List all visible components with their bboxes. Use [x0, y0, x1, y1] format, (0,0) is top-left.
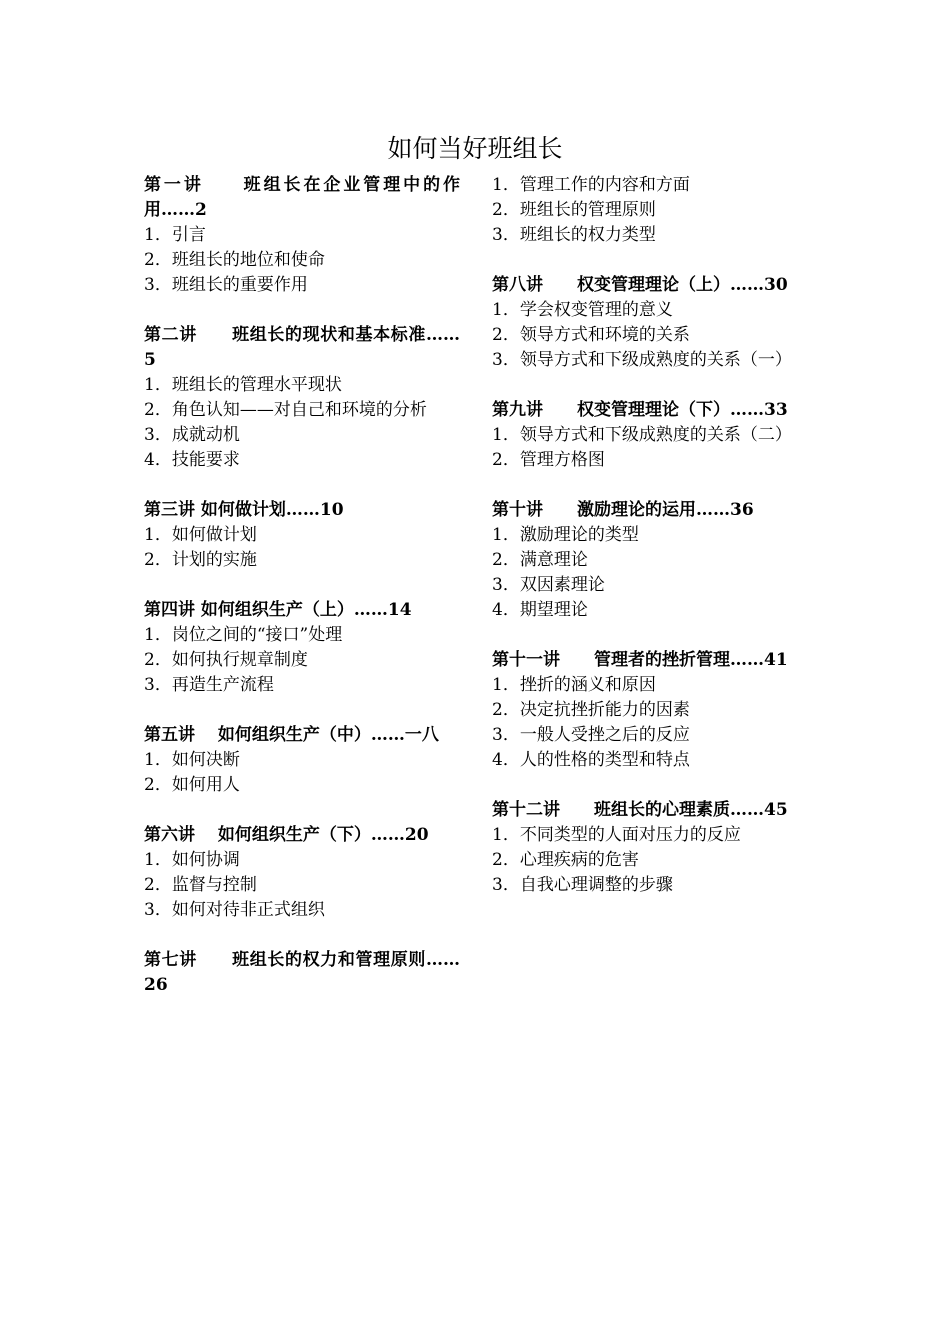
lecture-9: [492, 398, 808, 473]
lecture-item: 2．监督与控制: [144, 875, 257, 895]
lecture-heading: 第六讲 如何组织生产（下）……20: [144, 825, 429, 845]
toc-column-right: [492, 173, 808, 923]
lecture-item: 3．自我心理调整的步骤: [492, 875, 673, 895]
lecture-item: 1．领导方式和下级成熟度的关系（二）: [492, 425, 792, 445]
lecture-item: 2．管理方格图: [492, 450, 605, 470]
lecture-item: 1．管理工作的内容和方面: [492, 175, 690, 195]
lecture-item: 2．班组长的地位和使命: [144, 250, 325, 270]
lecture-item: 2．满意理论: [492, 550, 588, 570]
lecture-item: 1．如何做计划: [144, 525, 257, 545]
lecture-7: [144, 948, 460, 998]
lecture-1: [144, 173, 460, 298]
lecture-heading: 第二讲 班组长的现状和基本标准……5: [144, 325, 460, 370]
lecture-item: 1．学会权变管理的意义: [492, 300, 673, 320]
lecture-item-list: [492, 173, 808, 248]
document-title: 如何当好班组长: [387, 134, 563, 163]
lecture-item: 3．一般人受挫之后的反应: [492, 725, 690, 745]
lecture-11: [492, 648, 808, 773]
lecture-item-list: [492, 523, 808, 623]
lecture-item-list: [144, 223, 460, 298]
lecture-heading: 第四讲 如何组织生产（上）……14: [144, 600, 412, 620]
lecture-heading: 第一讲 班组长在企业管理中的作用……2: [144, 175, 460, 220]
lecture-item-list: [144, 848, 460, 923]
lecture-item: 1．挫折的涵义和原因: [492, 675, 656, 695]
lecture-item-list: [144, 623, 460, 698]
lecture-item: 3．班组长的重要作用: [144, 275, 308, 295]
lecture-5: [144, 723, 460, 798]
lecture-item: 2．班组长的管理原则: [492, 200, 656, 220]
lecture-4: [144, 598, 460, 698]
lecture-item: 2．如何执行规章制度: [144, 650, 308, 670]
lecture-item-list: [492, 423, 808, 473]
lecture-item: 4．人的性格的类型和特点: [492, 750, 690, 770]
lecture-item-list: [492, 823, 808, 898]
lecture-item: 1．如何决断: [144, 750, 240, 770]
lecture-heading: 第十一讲 管理者的挫折管理……41: [492, 650, 788, 670]
lecture-item: 3．班组长的权力类型: [492, 225, 656, 245]
lecture-item: 2．如何用人: [144, 775, 240, 795]
lecture-heading: 第七讲 班组长的权力和管理原则……26: [144, 950, 460, 995]
lecture-item-list: [492, 673, 808, 773]
lecture-6: [144, 823, 460, 923]
toc-column-left: [144, 173, 460, 1023]
lecture-2: [144, 323, 460, 473]
lecture-item: 1．引言: [144, 225, 206, 245]
lecture-item: 1．不同类型的人面对压力的反应: [492, 825, 741, 845]
lecture-item: 2．决定抗挫折能力的因素: [492, 700, 690, 720]
lecture-item: 1．班组长的管理水平现状: [144, 375, 342, 395]
lecture-item-list: [144, 523, 460, 573]
lecture-item: 2．领导方式和环境的关系: [492, 325, 690, 345]
lecture-item: 4．技能要求: [144, 450, 240, 470]
lecture-item: 3．成就动机: [144, 425, 240, 445]
lecture-10: [492, 498, 808, 623]
lecture-item: 3．如何对待非正式组织: [144, 900, 325, 920]
lecture-item-list: [144, 373, 460, 473]
lecture-heading: 第八讲 权变管理理论（上）……30: [492, 275, 788, 295]
lecture-heading: 第三讲 如何做计划……10: [144, 500, 344, 520]
lecture-heading: 第十二讲 班组长的心理素质……45: [492, 800, 788, 820]
lecture-item: 3．再造生产流程: [144, 675, 274, 695]
lecture-item: 1．激励理论的类型: [492, 525, 639, 545]
lecture-heading: 第九讲 权变管理理论（下）……33: [492, 400, 788, 420]
lecture-3: [144, 498, 460, 573]
lecture-item: 1．岗位之间的“接口”处理: [144, 625, 343, 645]
lecture-7-continued: [492, 173, 808, 248]
lecture-12: [492, 798, 808, 898]
lecture-item-list: [144, 748, 460, 798]
lecture-heading: 第十讲 激励理论的运用……36: [492, 500, 754, 520]
lecture-item: 4．期望理论: [492, 600, 588, 620]
lecture-8: [492, 273, 808, 373]
lecture-heading: 第五讲 如何组织生产（中）……一八: [144, 725, 439, 745]
lecture-item-list: [492, 298, 808, 373]
lecture-item: 1．如何协调: [144, 850, 240, 870]
lecture-item: 2．计划的实施: [144, 550, 257, 570]
lecture-item: 2．角色认知——对自己和环境的分析: [144, 400, 427, 420]
lecture-item: 3．领导方式和下级成熟度的关系（一）: [492, 350, 792, 370]
lecture-item: 3．双因素理论: [492, 575, 605, 595]
lecture-item: 2．心理疾病的危害: [492, 850, 639, 870]
